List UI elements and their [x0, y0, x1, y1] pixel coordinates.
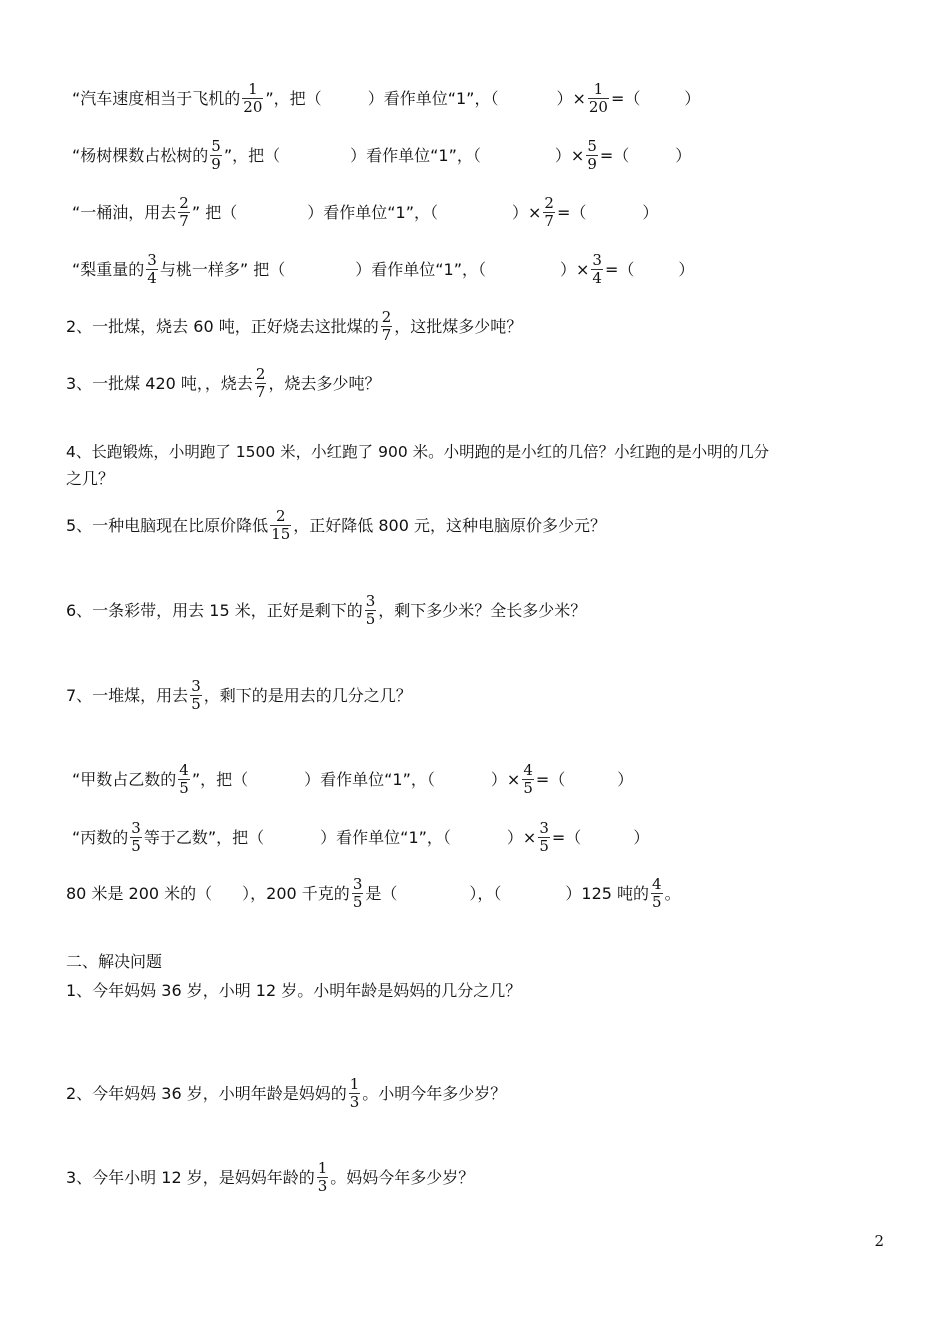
fraction: $\frac{1}{3}$	[317, 1159, 328, 1195]
fraction: $\frac{5}{9}$	[587, 137, 597, 173]
fraction: $\frac{3}{4}$	[147, 251, 157, 287]
fraction: $\frac{2}{7}$	[381, 308, 392, 344]
question-2: 2、一批煤，烧去 60 吨，正好烧去这批煤的 $\frac{2}{7}$ ，这批煤多少吨？	[66, 308, 523, 344]
page-number: 2	[874, 1232, 884, 1250]
fraction: $\frac{2}{7}$	[255, 365, 266, 401]
fraction: $\frac{2}{15}$	[271, 507, 291, 543]
statement-text: “汽车速度相当于飞机的	[72, 89, 241, 108]
fraction: $\frac{3}{5}$	[539, 819, 549, 855]
section-heading: 二、解决问题	[66, 952, 163, 971]
question-4-line-2: 之几？	[66, 469, 115, 488]
question-7: 7、一堆煤，用去 $\frac{3}{5}$ ，剩下的是用去的几分之几？	[66, 677, 412, 713]
problem-1: 1、今年妈妈 36 岁，小明 12 岁。小明年龄是妈妈的几分之几？	[66, 981, 522, 1000]
fill-blank-row-jia-yi: “甲数占乙数的 $\frac{4}{5}$ ”，把（ ）看作单位“1”，（ ）× $\frac{4}{5}$ =（ ）	[72, 761, 634, 797]
question-4-line-1: 4、长跑锻炼，小明跑了 1500 米，小红跑了 900 米。小明跑的是小红的几倍？小红跑的是小明的几分	[66, 443, 770, 461]
fraction: $\frac{1}{20}$	[243, 80, 263, 116]
fraction: $\frac{2}{7}$	[544, 194, 554, 230]
question-3: 3、一批煤 420 吨，，烧去 $\frac{2}{7}$ ，烧去多少吨？	[66, 365, 381, 401]
fraction: $\frac{4}{5}$	[523, 761, 533, 797]
fill-blank-row-ratio: 80 米是 200 米的（ ），200 千克的 $\frac{3}{5}$ 是（ ），（ ）125 吨的 $\frac{4}{5}$ 。	[66, 875, 681, 911]
fraction: $\frac{3}{4}$	[592, 251, 602, 287]
fill-blank-row-oil-bucket: “一桶油，用去 $\frac{2}{7}$ ” 把（ ）看作单位“1”，（ ）× $\frac{2}{7}$ =（ ）	[72, 194, 659, 230]
fill-blank-row-car-speed: “汽车速度相当于飞机的 $\frac{1}{20}$ ”，把（ ）看作单位“1”，（ ）× $\frac{1}{20}$ =（ ）	[72, 80, 701, 116]
problem-3: 3、今年小明 12 岁，是妈妈年龄的 $\frac{1}{3}$ 。妈妈今年多少岁？	[66, 1159, 475, 1195]
fraction: $\frac{1}{20}$	[588, 80, 608, 116]
fraction: $\frac{3}{5}$	[365, 592, 376, 628]
fill-blank-row-pear-peach: “梨重量的 $\frac{3}{4}$ 与桃一样多” 把（ ）看作单位“1”，（ ）× $\frac{3}{4}$ =（ ）	[72, 251, 695, 287]
fraction: $\frac{5}{9}$	[211, 137, 221, 173]
fraction: $\frac{4}{5}$	[652, 875, 662, 911]
fill-blank-row-poplar-pine: “杨树棵数占松树的 $\frac{5}{9}$ ”，把（ ）看作单位“1”，（ ）× $\frac{5}{9}$ =（ ）	[72, 137, 692, 173]
question-5: 5、一种电脑现在比原价降低 $\frac{2}{15}$ ，正好降低 800 元，这种电脑原价多少元？	[66, 507, 606, 543]
fraction: $\frac{1}{3}$	[349, 1075, 360, 1111]
fraction: $\frac{3}{5}$	[131, 819, 141, 855]
fraction: $\frac{4}{5}$	[179, 761, 189, 797]
fill-blank-row-bing-yi: “丙数的 $\frac{3}{5}$ 等于乙数”，把（ ）看作单位“1”，（ ）× $\frac{3}{5}$ =（ ）	[72, 819, 650, 855]
fraction: $\frac{3}{5}$	[191, 677, 201, 713]
fraction: $\frac{2}{7}$	[179, 194, 189, 230]
question-6: 6、一条彩带，用去 15 米，正好是剩下的 $\frac{3}{5}$ ，剩下多少米？全长多少米？	[66, 592, 587, 628]
problem-2: 2、今年妈妈 36 岁，小明年龄是妈妈的 $\frac{1}{3}$ 。小明今年多少岁？	[66, 1075, 507, 1111]
fraction: $\frac{3}{5}$	[352, 875, 363, 911]
